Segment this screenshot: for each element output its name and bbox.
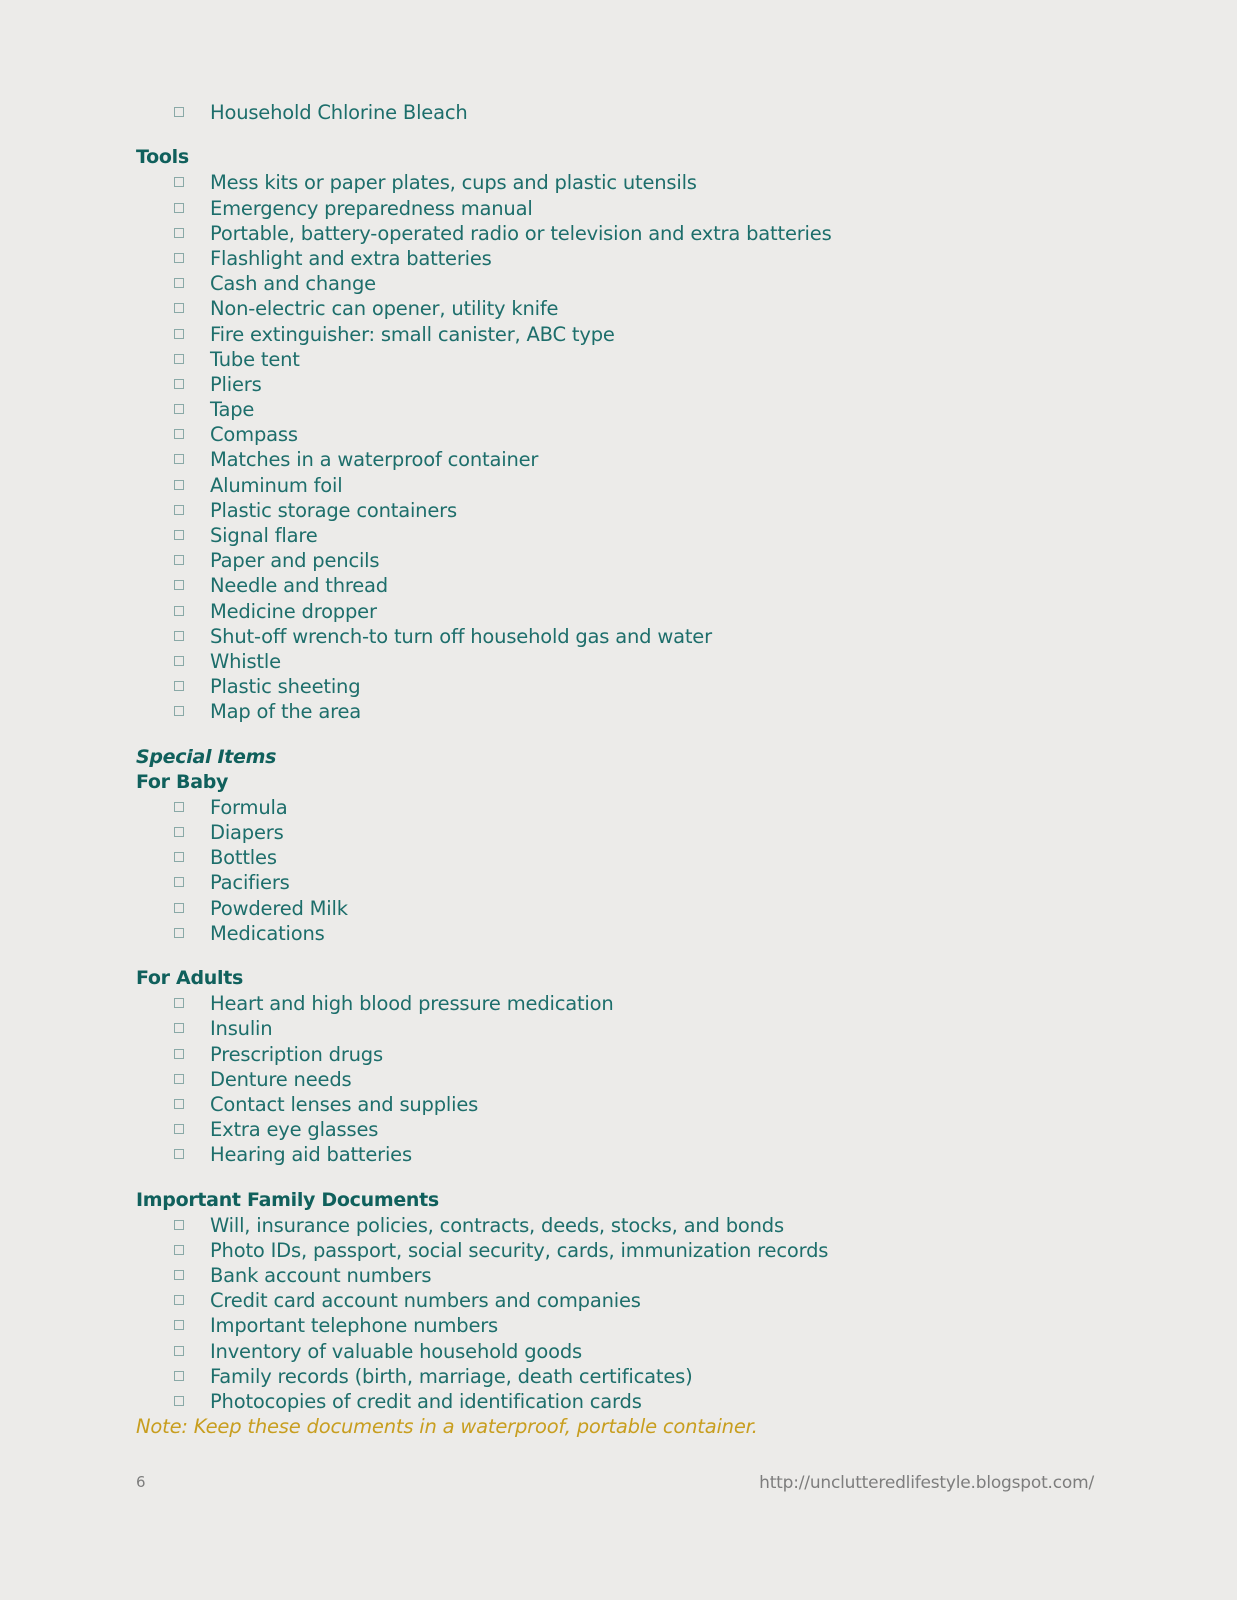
checkbox[interactable] <box>174 228 184 238</box>
item-label: Prescription drugs <box>210 1042 383 1066</box>
checkbox[interactable] <box>174 177 184 187</box>
spacer <box>136 125 1116 145</box>
checkbox[interactable] <box>174 107 184 117</box>
checkbox[interactable] <box>174 379 184 389</box>
checkbox[interactable] <box>174 404 184 414</box>
item-label: Aluminum foil <box>210 473 343 497</box>
checklist-item <box>136 523 1116 548</box>
checklist-item <box>136 372 1116 397</box>
checkbox[interactable] <box>174 998 184 1008</box>
item-label: Paper and pencils <box>210 549 380 573</box>
item-label: Fire extinguisher: small canister, ABC type <box>210 322 615 346</box>
documents-heading: Important Family Documents <box>136 1188 439 1211</box>
item-label: Needle and thread <box>210 574 388 598</box>
item-label: Credit card account numbers and companies <box>210 1289 641 1313</box>
checklist-item <box>136 573 1116 598</box>
blog-url-link[interactable]: http://unclutteredlifestyle.blogspot.com/ <box>759 1473 1094 1493</box>
checklist-item <box>136 196 1116 221</box>
item-label: Photo IDs, passport, social security, cards, immunization records <box>210 1238 829 1262</box>
checkbox[interactable] <box>174 877 184 887</box>
checklist-item <box>136 845 1116 870</box>
checklist-item <box>136 1042 1116 1067</box>
checklist-item <box>136 170 1116 195</box>
checkbox[interactable] <box>174 555 184 565</box>
checkbox[interactable] <box>174 1049 184 1059</box>
for-baby-heading: For Baby <box>136 770 229 793</box>
checklist-item <box>136 548 1116 573</box>
checklist-item <box>136 1238 1116 1263</box>
checkbox[interactable] <box>174 530 184 540</box>
special-items-heading: Special Items <box>136 745 277 768</box>
checklist-item <box>136 322 1116 347</box>
checklist-item <box>136 896 1116 921</box>
item-label: Photocopies of credit and identification cards <box>210 1390 642 1413</box>
checkbox[interactable] <box>174 631 184 641</box>
item-label: Bank account numbers <box>210 1264 432 1288</box>
checkbox[interactable] <box>174 1371 184 1381</box>
item-label: Tube tent <box>210 347 300 371</box>
checklist-item <box>136 1364 1116 1389</box>
checkbox[interactable] <box>174 1099 184 1109</box>
item-label: Plastic sheeting <box>210 675 361 699</box>
checkbox[interactable] <box>174 656 184 666</box>
checkbox[interactable] <box>174 1220 184 1230</box>
item-label: Cash and change <box>210 272 376 296</box>
tools-heading: Tools <box>136 146 189 169</box>
checklist-item <box>136 1067 1116 1092</box>
item-label: Diapers <box>210 821 284 845</box>
checkbox[interactable] <box>174 1124 184 1134</box>
checklist-item <box>136 674 1116 699</box>
item-label: Plastic storage containers <box>210 498 457 522</box>
item-label: Mess kits or paper plates, cups and plastic utensils <box>210 171 697 195</box>
checkbox[interactable] <box>174 278 184 288</box>
item-label: Non-electric can opener, utility knife <box>210 297 559 321</box>
checklist-item <box>136 921 1116 946</box>
checkbox[interactable] <box>174 1245 184 1255</box>
checkbox[interactable] <box>174 1023 184 1033</box>
checkbox[interactable] <box>174 1074 184 1084</box>
item-label: Heart and high blood pressure medication <box>210 992 614 1016</box>
item-label: Household Chlorine Bleach <box>210 101 468 124</box>
item-label: Bottles <box>210 846 277 870</box>
checkbox[interactable] <box>174 606 184 616</box>
item-label: Portable, battery-operated radio or television and extra batteries <box>210 221 832 245</box>
tools-list <box>136 170 1116 724</box>
checklist-item <box>136 1313 1116 1338</box>
item-label: Matches in a waterproof container <box>210 448 539 472</box>
checklist-item <box>136 1092 1116 1117</box>
checkbox[interactable] <box>174 480 184 490</box>
checklist-item <box>136 397 1116 422</box>
checklist-item <box>136 1213 1116 1238</box>
checklist-item <box>136 347 1116 372</box>
checkbox[interactable] <box>174 1270 184 1280</box>
checklist-item <box>136 271 1116 296</box>
checklist-item <box>136 795 1116 820</box>
checklist-item <box>136 1389 1116 1414</box>
adults-list <box>136 991 1116 1167</box>
checkbox[interactable] <box>174 1396 184 1406</box>
checkbox[interactable] <box>174 706 184 716</box>
documents-list <box>136 1213 1116 1415</box>
checkbox[interactable] <box>174 203 184 213</box>
checklist-item <box>136 991 1116 1016</box>
checkbox[interactable] <box>174 253 184 263</box>
item-label: Map of the area <box>210 700 362 724</box>
checkbox[interactable] <box>174 681 184 691</box>
checklist-item <box>136 820 1116 845</box>
top-list <box>136 100 1116 125</box>
checklist-item <box>136 100 1116 125</box>
item-label: Pacifiers <box>210 871 290 895</box>
checkbox[interactable] <box>174 852 184 862</box>
checklist-page <box>136 100 1116 1439</box>
checklist-item <box>136 422 1116 447</box>
item-label: Important telephone numbers <box>210 1314 499 1338</box>
checkbox[interactable] <box>174 903 184 913</box>
checkbox[interactable] <box>174 1295 184 1305</box>
checklist-item <box>136 649 1116 674</box>
checklist-item <box>136 1339 1116 1364</box>
checklist-item <box>136 1142 1116 1167</box>
checklist-item <box>136 699 1116 724</box>
checkbox[interactable] <box>174 802 184 812</box>
checklist-item <box>136 870 1116 895</box>
item-label: Shut-off wrench-to turn off household gas and water <box>210 624 712 648</box>
item-label: Emergency preparedness manual <box>210 196 533 220</box>
checkbox[interactable] <box>174 827 184 837</box>
item-label: Extra eye glasses <box>210 1118 379 1142</box>
item-label: Whistle <box>210 649 281 673</box>
item-label: Contact lenses and supplies <box>210 1092 479 1116</box>
spacer <box>136 946 1116 966</box>
checklist-item <box>136 246 1116 271</box>
item-label: Medicine dropper <box>210 599 377 623</box>
checklist-item <box>136 1117 1116 1142</box>
checklist-item <box>136 296 1116 321</box>
checkbox[interactable] <box>174 580 184 590</box>
spacer <box>136 725 1116 745</box>
checklist-item <box>136 1263 1116 1288</box>
checkbox[interactable] <box>174 329 184 339</box>
item-label: Denture needs <box>210 1067 352 1091</box>
checkbox[interactable] <box>174 1320 184 1330</box>
item-label: Compass <box>210 423 298 447</box>
item-label: Will, insurance policies, contracts, deeds, stocks, and bonds <box>210 1213 784 1237</box>
checklist-item <box>136 599 1116 624</box>
item-label: Flashlight and extra batteries <box>210 246 492 270</box>
checklist-item <box>136 447 1116 472</box>
documents-note: Note: Keep these documents in a waterproof, portable container. <box>136 1415 758 1439</box>
checkbox[interactable] <box>174 303 184 313</box>
checklist-item <box>136 624 1116 649</box>
item-label: Powdered Milk <box>210 896 348 920</box>
checklist-item <box>136 498 1116 523</box>
checkbox[interactable] <box>174 1149 184 1159</box>
checkbox[interactable] <box>174 454 184 464</box>
checklist-item <box>136 1288 1116 1313</box>
checklist-item <box>136 1016 1116 1041</box>
item-label: Formula <box>210 795 288 819</box>
checkbox[interactable] <box>174 429 184 439</box>
spacer <box>136 1168 1116 1188</box>
checkbox[interactable] <box>174 1346 184 1356</box>
checkbox[interactable] <box>174 354 184 364</box>
checkbox[interactable] <box>174 505 184 515</box>
checkbox[interactable] <box>174 928 184 938</box>
baby-list <box>136 795 1116 946</box>
item-label: Inventory of valuable household goods <box>210 1339 583 1363</box>
item-label: Hearing aid batteries <box>210 1143 412 1167</box>
item-label: Signal flare <box>210 524 318 547</box>
item-label: Family records (birth, marriage, death certificates) <box>210 1364 693 1388</box>
item-label: Medications <box>210 921 325 945</box>
item-label: Tape <box>210 398 255 422</box>
item-label: Insulin <box>210 1017 273 1041</box>
for-adults-heading: For Adults <box>136 967 243 989</box>
checklist-item <box>136 473 1116 498</box>
item-label: Pliers <box>210 372 262 396</box>
page-number: 6 <box>136 1473 146 1491</box>
checklist-item <box>136 221 1116 246</box>
